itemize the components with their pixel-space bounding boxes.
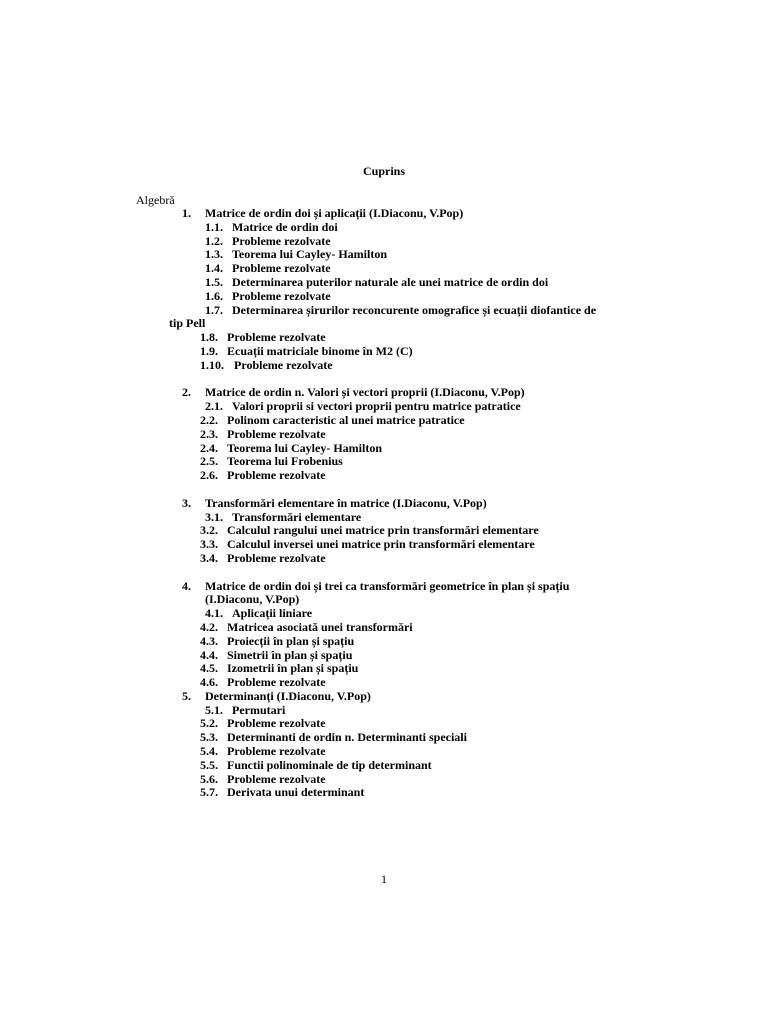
item-title: Probleme rezolvate — [227, 550, 326, 565]
item-title: Determinanti de ordin n. Determinanti speciali — [227, 730, 467, 745]
chapter-number: 5. — [182, 688, 191, 703]
toc-chapter-1[interactable] — [0, 207, 768, 221]
item-title: tip Pell — [169, 316, 206, 331]
item-title: Determinarea șirurilor reconcurente omografice și ecuații diofantice de — [232, 302, 597, 317]
item-title: Probleme rezolvate — [227, 675, 326, 690]
item-number: 5.7. — [200, 785, 218, 800]
chapter-title: Matrice de ordin doi și aplicații (I.Diaconu, V.Pop) — [205, 206, 464, 220]
item-number: 5.6. — [200, 771, 218, 786]
item-title: Probleme rezolvate — [227, 330, 326, 345]
toc-item-2-1[interactable] — [0, 400, 768, 414]
item-title: Permutari — [232, 702, 286, 717]
chapter-title: Matrice de ordin n. Valori și vectori proprii (I.Diaconu, V.Pop) — [205, 385, 525, 400]
toc-title: Cuprins — [362, 164, 406, 178]
toc-item-2-3[interactable] — [0, 428, 768, 442]
chapter-title: Matrice de ordin doi și trei ca transformări geometrice în plan și spațiu — [205, 578, 570, 593]
toc-item-1-3[interactable] — [0, 248, 768, 262]
item-number: 1.10. — [200, 357, 224, 372]
item-number: 1.8. — [200, 330, 218, 345]
item-number: 3.2. — [200, 523, 218, 538]
toc-item-5-5[interactable] — [0, 759, 768, 773]
item-title: Teorema lui Frobenius — [227, 454, 343, 469]
toc-chapter-5[interactable] — [0, 690, 768, 704]
item-title: Izometrii în plan și spațiu — [227, 661, 359, 676]
item-number: 5.1. — [205, 702, 223, 717]
toc-item-2-6[interactable] — [0, 469, 768, 483]
toc-item-5-6[interactable] — [0, 773, 768, 787]
item-number: 5.5. — [200, 757, 218, 772]
item-number: 3.1. — [205, 509, 223, 524]
item-title: Ecuații matriciale binome în M2 (C) — [227, 343, 413, 358]
item-title: Calculul inversei unei matrice prin transformări elementare — [227, 537, 535, 552]
item-title: Matricea asociată unei transformări — [227, 619, 413, 634]
chapter-spacer — [0, 566, 768, 580]
item-number: 4.5. — [200, 661, 218, 676]
toc-item-1-7-continued[interactable] — [0, 317, 768, 331]
item-title: Aplicații liniare — [232, 606, 313, 621]
item-number: 5.4. — [200, 744, 218, 759]
item-number: 3.3. — [200, 537, 218, 552]
item-number: 1.7. — [205, 302, 223, 317]
item-number: 1.1. — [205, 219, 223, 234]
item-number: 1.5. — [205, 274, 223, 289]
item-title: Probleme rezolvate — [232, 288, 331, 303]
item-title: Transformări elementare — [232, 509, 362, 524]
item-number: 5.2. — [200, 716, 218, 731]
toc-item-1-1[interactable] — [0, 221, 768, 235]
toc-item-4-6[interactable] — [0, 676, 768, 690]
item-title: Matrice de ordin doi — [232, 219, 338, 234]
toc-item-1-7[interactable] — [0, 304, 768, 318]
item-number: 3.4. — [200, 550, 218, 565]
chapter-spacer — [0, 373, 768, 387]
item-title: Probleme rezolvate — [227, 468, 326, 483]
page-number: 1 — [381, 872, 387, 886]
toc-item-5-4[interactable] — [0, 745, 768, 759]
item-title: Calculul rangului unei matrice prin transformări elementare — [227, 523, 539, 538]
toc-item-3-4[interactable] — [0, 552, 768, 566]
table-of-contents — [0, 207, 768, 800]
item-number: 1.6. — [205, 288, 223, 303]
item-title: Functii polinominale de tip determinant — [227, 757, 432, 772]
chapter-title: Transformări elementare în matrice (I.Diaconu, V.Pop) — [205, 495, 487, 510]
item-number: 5.3. — [200, 730, 218, 745]
toc-item-1-5[interactable] — [0, 276, 768, 290]
toc-item-5-1[interactable] — [0, 704, 768, 718]
chapter-title-continued: (I.Diaconu, V.Pop) — [205, 592, 300, 607]
item-title: Probleme rezolvate — [234, 357, 333, 372]
item-title: Probleme rezolvate — [227, 426, 326, 441]
toc-item-5-7[interactable] — [0, 786, 768, 800]
item-title: Probleme rezolvate — [232, 233, 331, 248]
item-title: Derivata unui determinant — [227, 785, 365, 800]
chapter-spacer — [0, 483, 768, 497]
toc-item-3-2[interactable] — [0, 524, 768, 538]
toc-item-1-8[interactable] — [0, 331, 768, 345]
item-number: 1.4. — [205, 261, 223, 276]
item-number: 2.2. — [200, 412, 218, 427]
toc-item-4-3[interactable] — [0, 635, 768, 649]
toc-item-3-3[interactable] — [0, 538, 768, 552]
toc-item-4-4[interactable] — [0, 649, 768, 663]
item-title: Proiecții în plan și spațiu — [227, 633, 355, 648]
item-title: Determinarea puterilor naturale ale unei matrice de ordin doi — [232, 274, 549, 289]
toc-chapter-4[interactable] — [0, 580, 768, 594]
toc-item-1-4[interactable] — [0, 262, 768, 276]
toc-item-2-4[interactable] — [0, 442, 768, 456]
item-title: Polinom caracteristic al unei matrice patratice — [227, 412, 465, 427]
item-number: 1.2. — [205, 233, 223, 248]
toc-item-5-3[interactable] — [0, 731, 768, 745]
item-title: Valori proprii si vectori proprii pentru matrice patratice — [232, 399, 521, 414]
toc-item-1-10[interactable] — [0, 359, 768, 373]
toc-item-4-5[interactable] — [0, 662, 768, 676]
item-title: Teorema lui Cayley- Hamilton — [232, 247, 387, 262]
item-number: 2.5. — [200, 454, 218, 469]
toc-item-2-5[interactable] — [0, 455, 768, 469]
item-title: Probleme rezolvate — [232, 261, 331, 276]
section-label: Algebră — [136, 193, 175, 207]
item-title: Simetrii în plan și spațiu — [227, 647, 353, 662]
toc-chapter-2[interactable] — [0, 386, 768, 400]
item-number: 2.1. — [205, 399, 223, 414]
item-title: Teorema lui Cayley- Hamilton — [227, 440, 382, 455]
chapter-number: 4. — [182, 578, 191, 593]
item-number: 4.1. — [205, 606, 223, 621]
toc-item-4-1[interactable] — [0, 607, 768, 621]
toc-chapter-3[interactable] — [0, 497, 768, 511]
chapter-title: Determinanți (I.Diaconu, V.Pop) — [205, 688, 371, 703]
item-number: 2.3. — [200, 426, 218, 441]
item-number: 1.3. — [205, 247, 223, 262]
toc-item-3-1[interactable] — [0, 511, 768, 525]
chapter-number: 3. — [182, 495, 191, 510]
item-number: 4.4. — [200, 647, 218, 662]
toc-item-1-9[interactable] — [0, 345, 768, 359]
toc-item-4-2[interactable] — [0, 621, 768, 635]
toc-chapter-4-continued[interactable] — [0, 593, 768, 607]
chapter-number: 1. — [182, 206, 191, 220]
item-number: 1.9. — [200, 343, 218, 358]
item-title: Probleme rezolvate — [227, 771, 326, 786]
item-title: Probleme rezolvate — [227, 744, 326, 759]
toc-item-1-6[interactable] — [0, 290, 768, 304]
toc-item-2-2[interactable] — [0, 414, 768, 428]
item-title: Probleme rezolvate — [227, 716, 326, 731]
chapter-number: 2. — [182, 385, 191, 400]
item-number: 4.6. — [200, 675, 218, 690]
item-number: 4.2. — [200, 619, 218, 634]
toc-item-5-2[interactable] — [0, 717, 768, 731]
item-number: 2.6. — [200, 468, 218, 483]
item-number: 4.3. — [200, 633, 218, 648]
toc-item-1-2[interactable] — [0, 235, 768, 249]
item-number: 2.4. — [200, 440, 218, 455]
